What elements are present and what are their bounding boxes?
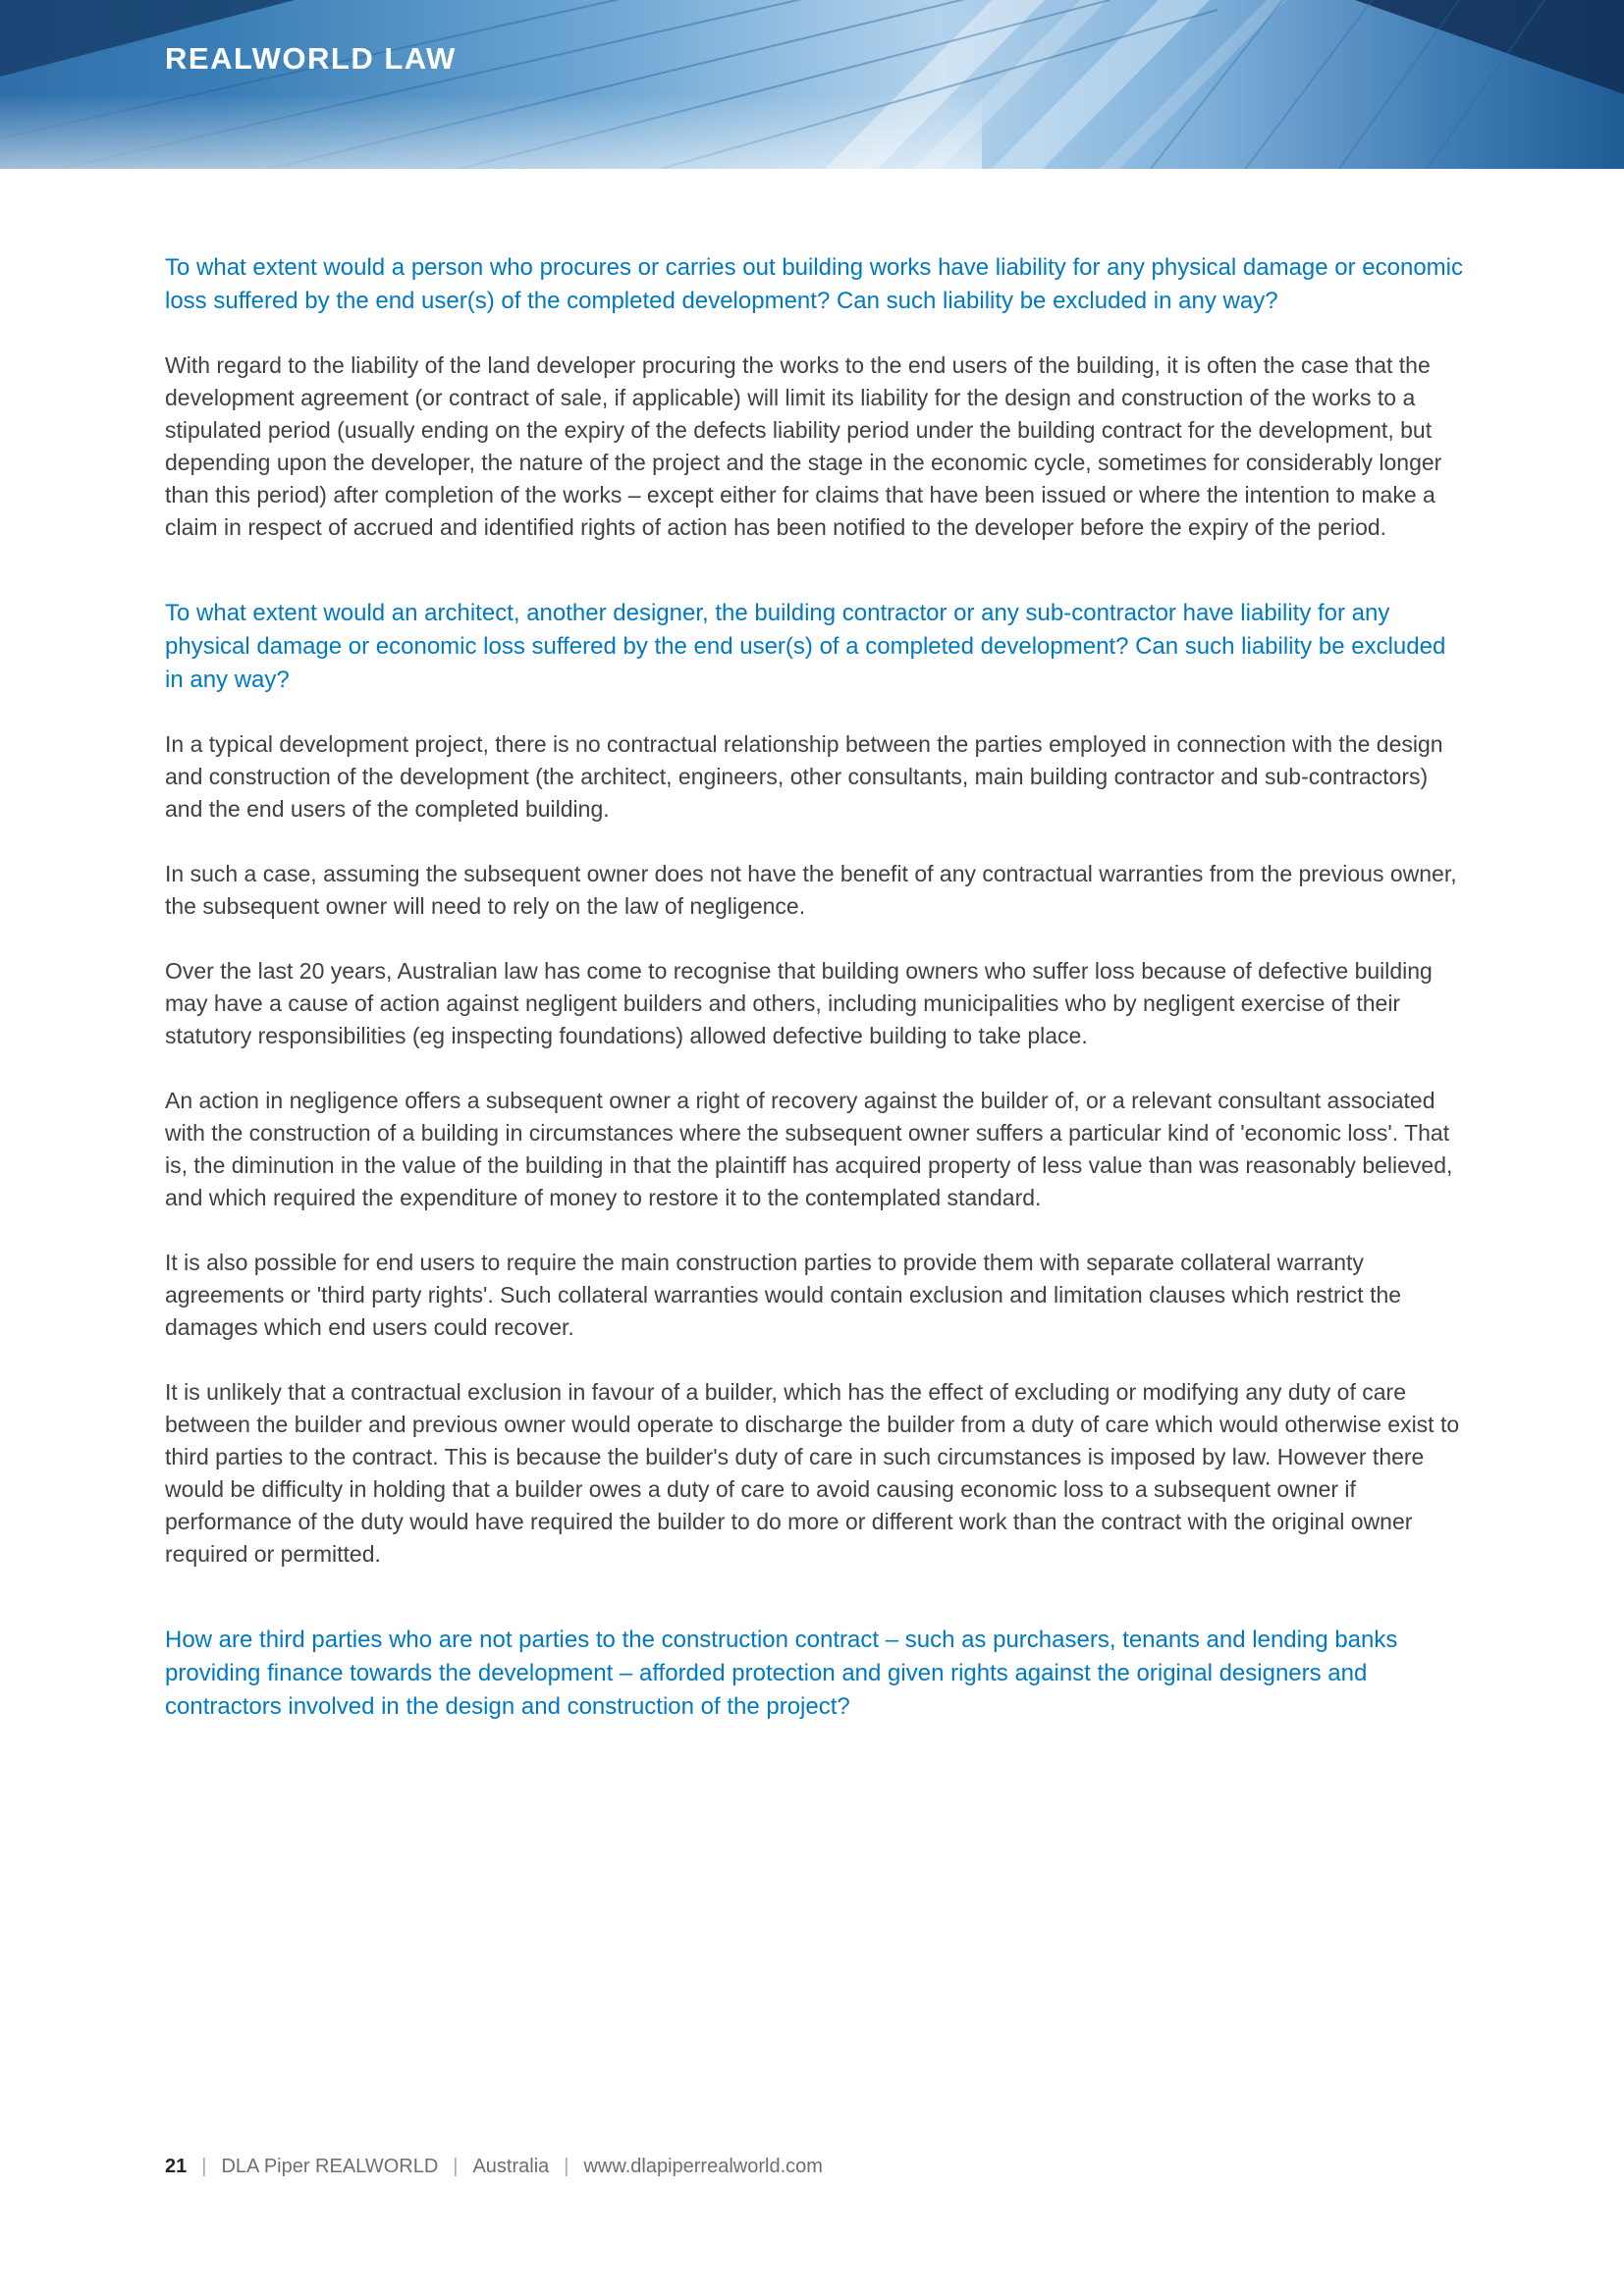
body-paragraph: With regard to the liability of the land developer procuring the works to the end users of the building, it is often the case that the development agreement (or contract of sale, if applicable) will limit its liability for the design and construction of the works to a stipulated period (usually ending on the expiry of the defects liability period under the building contract for the development, but depending upon the developer, the nature of the project and the stage in the economic cycle, sometimes for considerably longer than this period) after completion of the works – except either for claims that have been issued or where the intention to make a claim in respect of accrued and identified rights of action has been notified to the developer before the expiry of the period.	[165, 352, 1442, 540]
glass-building-banner-image	[0, 0, 1624, 169]
body-paragraph: In such a case, assuming the subsequent owner does not have the benefit of any contractual warranties from the previous owner, the subsequent owner will need to rely on the law of negligence.	[165, 861, 1457, 919]
footer-region: Australia	[472, 2156, 550, 2177]
page-banner	[0, 0, 1624, 169]
body-paragraph: An action in negligence offers a subsequent owner a right of recovery against the builder of, or a relevant consultant associated with the construction of a building in circumstances where the subsequent owner suffers a particular kind of 'economic loss'. That is, the diminution in the value of the building in that the plaintiff has acquired property of less value than was reasonably believed, and which required the expenditure of money to restore it to the contemplated standard.	[165, 1088, 1453, 1210]
question-heading: To what extent would an architect, another designer, the building contractor or any sub-contractor have liability for any physical damage or economic loss suffered by the end user(s) of a completed development? Can such liability be excluded in any way?	[165, 600, 1446, 693]
footer-brand: DLA Piper REALWORLD	[221, 2156, 439, 2177]
page-footer	[165, 2156, 823, 2178]
page-number: 21	[165, 2156, 188, 2177]
body-paragraph: It is also possible for end users to require the main construction parties to provide them with separate collateral warranty agreements or 'third party rights'. Such collateral warranties would contain exclusion and limitation clauses which restrict the damages which end users could recover.	[165, 1250, 1402, 1340]
footer-separator: |	[201, 2156, 207, 2177]
footer-website-link[interactable]: www.dlapiperrealworld.com	[583, 2156, 823, 2177]
document-body	[0, 169, 1624, 1724]
body-paragraph: It is unlikely that a contractual exclusion in favour of a builder, which has the effect of excluding or modifying any duty of care between the builder and previous owner would operate to discharge the builder from a duty of care which would otherwise exist to third parties to the contract. This is because the builder's duty of care in such circumstances is imposed by law. However there would be difficulty in holding that a builder owes a duty of care to avoid causing economic loss to a subsequent owner if performance of the duty would have required the builder to do more or different work than the contract with the original owner required or permitted.	[165, 1379, 1460, 1567]
footer-separator: |	[453, 2156, 459, 2177]
page-title: REALWORLD LAW	[165, 41, 457, 76]
footer-separator: |	[564, 2156, 569, 2177]
question-heading: How are third parties who are not parties to the construction contract – such as purchasers, tenants and lending banks providing finance towards the development – afforded protection and given rights against the original designers and contractors involved in the design and construction of the project?	[165, 1627, 1398, 1720]
question-heading: To what extent would a person who procures or carries out building works have liability for any physical damage or economic loss suffered by the end user(s) of the completed development? Can such liability be excluded in any way?	[165, 254, 1464, 314]
body-paragraph: Over the last 20 years, Australian law has come to recognise that building owners who suffer loss because of defective building may have a cause of action against negligent builders and others, including municipalities who by negligent exercise of their statutory responsibilities (eg inspecting foundations) allowed defective building to take place.	[165, 958, 1433, 1048]
body-paragraph: In a typical development project, there is no contractual relationship between the parties employed in connection with the design and construction of the development (the architect, engineers, other consultants, main building contractor and sub-contractors) and the end users of the completed building.	[165, 731, 1443, 822]
